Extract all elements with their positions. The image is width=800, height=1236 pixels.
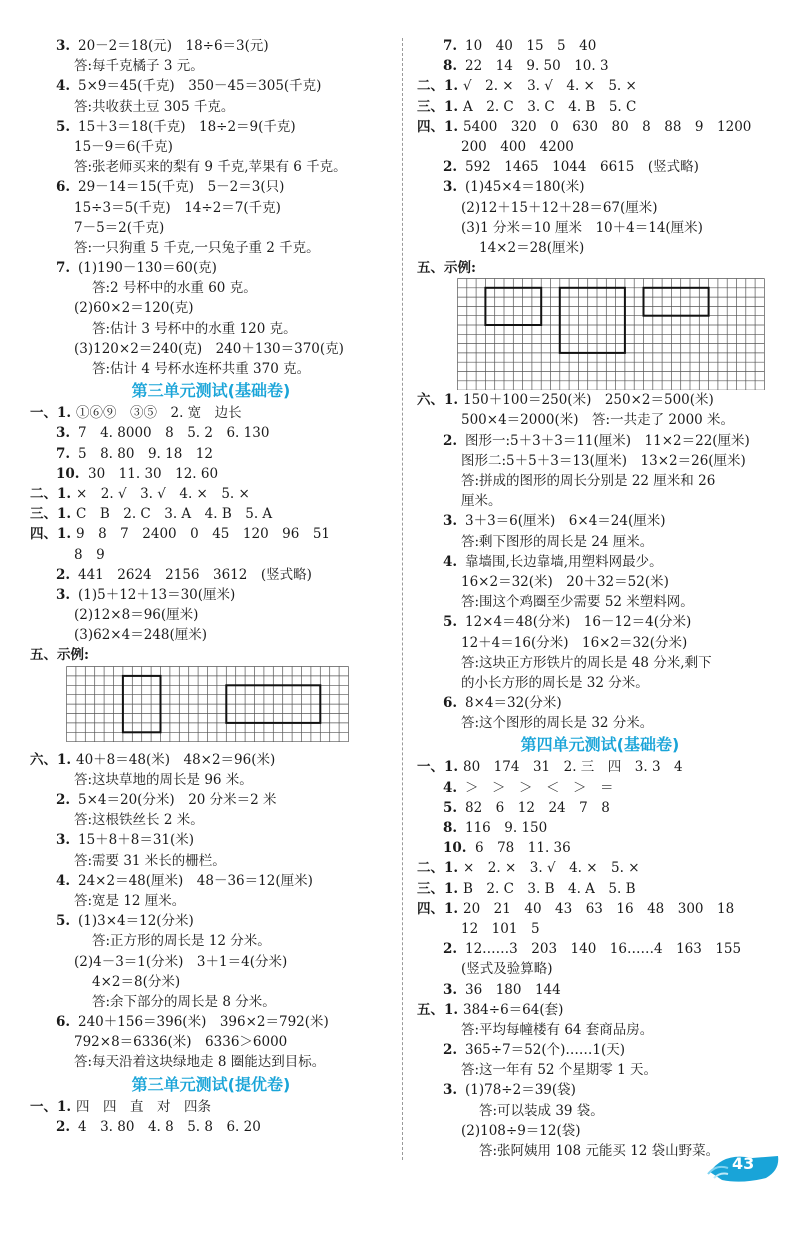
answer-line <box>30 1052 392 1072</box>
answer-text: 12 101 5 <box>461 920 540 937</box>
answer-text: (1)5＋12＋13＝30(厘米) <box>78 586 236 603</box>
answer-text: 答:这根铁丝长 2 米。 <box>74 812 204 829</box>
item-number: 7. <box>56 260 71 277</box>
answer-text: 116 9. 150 <box>465 820 548 836</box>
answer-line <box>30 423 392 443</box>
answer-line <box>30 298 392 318</box>
answer-line <box>30 625 392 645</box>
item-number: 六、1. <box>30 751 72 768</box>
answer-line <box>417 1020 783 1040</box>
answer-text: 15÷3＝5(千克) 14÷2＝7(千克) <box>74 199 281 216</box>
answer-line <box>30 770 392 790</box>
answer-line <box>417 673 783 693</box>
answer-line <box>30 952 392 972</box>
item-number: 3. <box>443 513 458 530</box>
answer-text: 9 8 7 2400 0 45 120 96 51 <box>76 526 331 543</box>
answer-line <box>417 612 783 632</box>
item-number: 6. <box>56 179 71 196</box>
answer-text: 4×2＝8(分米) <box>92 973 181 990</box>
answer-line <box>417 76 783 96</box>
answer-line <box>417 218 783 238</box>
item-number: 2. <box>56 792 71 808</box>
answer-text: 答:围这个鸡圈至少需要 52 米塑料网。 <box>461 594 694 611</box>
grid-figure-left <box>66 666 352 750</box>
answer-text: 80 174 31 2. 三 四 3. 3 4 <box>463 759 683 776</box>
answer-text: √ 2. × 3. √ 4. × 5. × <box>463 78 637 95</box>
item-number: 二、1. <box>417 78 459 95</box>
answer-line <box>417 919 783 939</box>
answer-line <box>417 633 783 653</box>
item-number: 5. <box>443 614 458 631</box>
left-unit3-advanced <box>30 1097 392 1137</box>
item-number: 2. <box>56 1118 71 1135</box>
item-number: 5. <box>56 913 71 930</box>
answer-line <box>30 319 392 339</box>
example-rectangle <box>560 288 625 353</box>
answer-line <box>30 56 392 76</box>
answer-line <box>417 198 783 218</box>
item-number: 一、1. <box>30 1098 72 1115</box>
section-title-unit4-basic: 第四单元测试(基础卷) <box>520 735 680 755</box>
answer-text: 3＋3＝6(厘米) 6×4＝24(厘米) <box>465 513 666 530</box>
answer-text: (1)190－130＝60(克) <box>78 260 217 277</box>
answer-text: 答:每千克橘子 3 元。 <box>74 58 204 75</box>
answer-text: 150＋100＝250(米) 250×2＝500(米) <box>463 392 714 409</box>
item-number: 2. <box>443 941 458 958</box>
answer-text: (1)78÷2＝39(袋) <box>465 1082 576 1099</box>
answer-line <box>417 1121 783 1141</box>
answer-text: 441 2624 2156 3612 (竖式略) <box>78 566 312 583</box>
answer-text: 592 1465 1044 6615 (竖式略) <box>465 159 699 176</box>
answer-text: 答:可以装成 39 袋。 <box>479 1102 604 1119</box>
item-number: 3. <box>443 1082 458 1099</box>
answer-text: 答:这块正方形铁片的周长是 48 分米,剩下 <box>461 654 712 671</box>
item-number: 2. <box>443 432 458 449</box>
answer-text: 36 180 144 <box>465 981 561 998</box>
answer-text: 答:这个图形的周长是 32 分米。 <box>461 715 654 732</box>
item-number: 三、1. <box>417 98 459 115</box>
item-number: 8. <box>443 58 458 75</box>
answer-text: 答:这一年有 52 个星期零 1 天。 <box>461 1062 657 1079</box>
item-number: 10. <box>443 840 467 857</box>
answer-line <box>30 157 392 177</box>
answer-line <box>417 177 783 197</box>
item-number: 二、1. <box>417 860 459 877</box>
grid-example-right <box>457 278 783 390</box>
answer-line <box>417 137 783 157</box>
answer-text: 792×8＝6336(米) 6336＞6000 <box>74 1034 288 1051</box>
answer-line <box>30 238 392 258</box>
item-number: 5. <box>443 799 458 816</box>
answer-line <box>30 504 392 524</box>
answer-line <box>417 97 783 117</box>
answer-line <box>30 218 392 238</box>
item-number: 三、1. <box>30 506 72 523</box>
right-after-grid <box>417 390 783 733</box>
answer-line <box>30 137 392 157</box>
answer-line <box>417 980 783 1000</box>
answer-line <box>30 851 392 871</box>
answer-line <box>417 818 783 838</box>
answer-line <box>417 653 783 673</box>
answer-line <box>30 891 392 911</box>
answer-line <box>30 1032 392 1052</box>
answer-text: (1)3×4＝12(分米) <box>78 913 194 930</box>
answer-line <box>30 810 392 830</box>
answer-line <box>417 899 783 919</box>
answer-line <box>30 524 392 544</box>
answer-text: 365÷7＝52(个)……1(天) <box>465 1042 626 1059</box>
item-number: 五、1. <box>417 1001 459 1018</box>
item-number: 二、1. <box>30 485 72 502</box>
answer-line <box>30 97 392 117</box>
answer-line <box>30 36 392 56</box>
answer-line <box>30 992 392 1012</box>
answer-line <box>417 879 783 899</box>
answer-line <box>30 871 392 891</box>
item-number: 3. <box>443 179 458 196</box>
item-number: 四、1. <box>30 526 72 543</box>
answer-text: 12……3 203 140 16……4 163 155 <box>465 941 742 958</box>
left-column <box>30 36 392 1137</box>
example-rectangle <box>644 288 709 316</box>
answer-line <box>30 464 392 484</box>
answer-text: 答:张老师买来的梨有 9 千克,苹果有 6 千克。 <box>74 159 347 176</box>
item-number: 四、1. <box>417 900 459 917</box>
item-number: 2. <box>443 159 458 176</box>
answer-text: 答:宽是 12 厘米。 <box>74 892 186 909</box>
left-pre-block <box>30 36 392 379</box>
item-number: 6. <box>56 1014 71 1031</box>
answer-text: (竖式及验算略) <box>461 961 553 978</box>
answer-line <box>30 76 392 96</box>
answer-line <box>417 572 783 592</box>
answer-text: 15＋3＝18(千克) 18÷2＝9(千克) <box>78 118 296 135</box>
answer-line <box>417 410 783 430</box>
answer-line <box>417 798 783 818</box>
answer-text: ＞ ＞ ＞ ＜ ＞ ＝ <box>465 779 614 796</box>
answer-line <box>417 713 783 733</box>
answer-line <box>30 911 392 931</box>
answer-line <box>30 545 392 565</box>
answer-text: × 2. √ 3. √ 4. × 5. × <box>76 485 250 502</box>
answer-text: × 2. × 3. √ 4. × 5. × <box>463 860 640 877</box>
answer-text: 8 9 <box>74 546 105 563</box>
answer-text: 384÷6＝64(套) <box>463 1001 564 1018</box>
answer-line <box>417 592 783 612</box>
right-pre-block <box>417 36 783 278</box>
item-number: 四、1. <box>417 118 459 135</box>
section-title-unit3-basic: 第三单元测试(基础卷) <box>131 381 291 401</box>
page-number: 43 <box>732 1154 755 1173</box>
answer-text: 7－5＝2(千克) <box>74 219 165 236</box>
answer-line <box>417 431 783 451</box>
answer-line <box>417 959 783 979</box>
item-number: 4. <box>443 779 458 796</box>
answer-text: 20 21 40 43 63 16 48 300 18 <box>463 900 735 917</box>
answer-text: 20－2＝18(元) 18÷6＝3(元) <box>78 38 269 54</box>
answer-line <box>417 1101 783 1121</box>
answer-text: 答:一只狗重 5 千克,一只兔子重 2 千克。 <box>74 239 320 256</box>
answer-text: 答:余下部分的周长是 8 分米。 <box>92 993 276 1010</box>
answer-line <box>417 532 783 552</box>
answer-line <box>417 56 783 76</box>
answer-text: 14×2＝28(厘米) <box>479 239 585 256</box>
answer-line <box>30 177 392 197</box>
answer-text: 图形一:5＋3＋3＝11(厘米) 11×2＝22(厘米) <box>465 432 750 449</box>
answer-text: 5 8. 80 9. 18 12 <box>78 445 213 462</box>
answer-line <box>30 645 392 665</box>
item-number: 三、1. <box>417 880 459 897</box>
answer-text: 答:这块草地的周长是 96 米。 <box>74 771 253 788</box>
item-number: 五、示例: <box>417 260 476 277</box>
answer-line <box>417 778 783 798</box>
answer-text: 答:张阿姨用 108 元能买 12 袋山野菜。 <box>479 1143 720 1159</box>
answer-text: (2)108÷9＝12(袋) <box>461 1122 581 1139</box>
answer-text: 240＋156＝396(米) 396×2＝792(米) <box>78 1014 329 1031</box>
answer-text: 12×4＝48(分米) 16－12＝4(分米) <box>465 614 692 631</box>
answer-text: 200 400 4200 <box>461 138 574 155</box>
answer-line <box>30 830 392 850</box>
answer-text: 答:正方形的周长是 12 分米。 <box>92 933 271 950</box>
answer-line <box>417 1000 783 1020</box>
answer-text: (2)12＋15＋12＋28＝67(厘米) <box>461 199 658 216</box>
answer-text: 答:拼成的图形的周长分别是 22 厘米和 26 <box>461 473 716 489</box>
answer-line <box>417 451 783 471</box>
answer-line <box>417 858 783 878</box>
answer-line <box>417 511 783 531</box>
answer-text: 答:剩下图形的周长是 24 厘米。 <box>461 533 654 550</box>
answer-text: 15－9＝6(千克) <box>74 138 173 155</box>
right-unit4-basic <box>417 757 783 1161</box>
answer-line <box>30 790 392 810</box>
item-number: 4. <box>56 78 71 95</box>
answer-line <box>30 605 392 625</box>
answer-line <box>30 1012 392 1032</box>
answer-line <box>30 403 392 423</box>
answer-text: 82 6 12 24 7 8 <box>465 799 610 816</box>
answer-text: (2)12×8＝96(厘米) <box>74 607 199 624</box>
item-number: 4. <box>443 553 458 570</box>
item-number: 3. <box>56 832 71 849</box>
answer-line <box>417 258 783 278</box>
item-number: 5. <box>56 118 71 135</box>
answer-text: 40＋8＝48(米) 48×2＝96(米) <box>76 751 276 768</box>
answer-text: 的小长方形的周长是 32 分米。 <box>461 674 649 691</box>
answer-text: 答:估计 4 号杯水连杯共重 370 克。 <box>92 361 311 377</box>
answer-text: 5×4＝20(分米) 20 分米＝2 米 <box>78 792 277 808</box>
answer-text: (3)62×4＝248(厘米) <box>74 627 208 644</box>
answer-text: 答:每天沿着这块绿地走 8 圈能达到目标。 <box>74 1054 326 1071</box>
answer-line <box>30 117 392 137</box>
answer-text: 4 3. 80 4. 8 5. 8 6. 20 <box>78 1118 261 1135</box>
item-number: 8. <box>443 820 458 836</box>
column-divider <box>402 38 403 1160</box>
answer-line <box>30 359 392 379</box>
answer-text: 7 4. 8000 8 5. 2 6. 130 <box>78 425 270 442</box>
item-number: 4. <box>56 872 71 889</box>
item-number: 3. <box>56 38 71 54</box>
item-number: 五、示例: <box>30 647 89 664</box>
answer-line <box>30 972 392 992</box>
item-number: 2. <box>56 566 71 583</box>
answer-line <box>30 198 392 218</box>
answer-line <box>417 693 783 713</box>
answer-text: B 2. C 3. B 4. A 5. B <box>463 880 636 897</box>
answer-line <box>30 444 392 464</box>
answer-text: (3)120×2＝240(克) 240＋130＝370(克) <box>74 340 344 357</box>
answer-text: 15＋8＋8＝31(米) <box>78 832 195 849</box>
answer-line <box>30 1117 392 1137</box>
item-number: 7. <box>56 445 71 462</box>
answer-text: 30 11. 30 12. 60 <box>88 465 219 482</box>
answer-line <box>417 157 783 177</box>
answer-text: (1)45×4＝180(米) <box>465 179 585 196</box>
answer-text: 5×9＝45(千克) 350－45＝305(千克) <box>78 78 322 95</box>
answer-line <box>30 278 392 298</box>
answer-line <box>30 931 392 951</box>
answer-text: A 2. C 3. C 4. B 5. C <box>463 98 637 115</box>
answer-text: ①⑥⑨ ③⑤ 2. 宽 边长 <box>76 405 242 422</box>
answer-line <box>417 491 783 511</box>
answer-text: 24×2＝48(厘米) 48－36＝12(厘米) <box>78 872 313 889</box>
item-number: 一、1. <box>417 759 459 776</box>
answer-line <box>30 750 392 770</box>
answer-text: 500×4＝2000(米) 答:一共走了 2000 米。 <box>461 412 735 429</box>
answer-line <box>30 258 392 278</box>
answer-line <box>417 1060 783 1080</box>
answer-text: 图形二:5＋5＋3＝13(厘米) 13×2＝26(厘米) <box>461 452 746 469</box>
item-number: 2. <box>443 1042 458 1059</box>
item-number: 7. <box>443 38 458 54</box>
answer-text: 答:平均每幢楼有 64 套商品房。 <box>461 1021 654 1038</box>
answer-line <box>417 238 783 258</box>
section-title-unit3-advanced: 第三单元测试(提优卷) <box>131 1074 291 1094</box>
answer-line <box>417 1040 783 1060</box>
answer-line <box>417 757 783 777</box>
item-number: 10. <box>56 465 80 482</box>
answer-text: 16×2＝32(米) 20＋32＝52(米) <box>461 573 669 590</box>
answer-line <box>417 939 783 959</box>
answer-text: 答:需要 31 米长的栅栏。 <box>74 852 226 869</box>
answer-line <box>30 484 392 504</box>
answer-text: 6 78 11. 36 <box>475 840 571 857</box>
answer-text: (2)4－3＝1(分米) 3＋1＝4(分米) <box>74 953 288 970</box>
answer-line <box>30 339 392 359</box>
answer-text: C B 2. C 3. A 4. B 5. A <box>76 506 273 523</box>
answer-text: 四 四 直 对 四条 <box>76 1098 211 1115</box>
answer-line <box>417 390 783 410</box>
answer-text: 厘米。 <box>461 493 502 510</box>
right-column <box>417 36 783 1161</box>
grid-figure-right <box>457 278 769 390</box>
answer-line <box>417 36 783 56</box>
item-number: 六、1. <box>417 392 459 409</box>
answer-text: 靠墙围,长边靠墙,用塑料网最少。 <box>465 553 663 570</box>
left-unit3-basic-part1 <box>30 403 392 665</box>
grid-example-left <box>66 666 392 750</box>
item-number: 3. <box>56 425 71 442</box>
answer-line <box>417 552 783 572</box>
left-unit3-basic-part2 <box>30 750 392 1073</box>
answer-text: 12＋4＝16(分米) 16×2＝32(分米) <box>461 634 688 651</box>
answer-text: 22 14 9. 50 10. 3 <box>465 58 609 75</box>
item-number: 一、1. <box>30 405 72 422</box>
answer-line <box>417 838 783 858</box>
answer-text: 5400 320 0 630 80 8 88 9 1200 <box>463 118 752 135</box>
answer-line <box>417 1080 783 1100</box>
answer-text: 29－14＝15(千克) 5－2＝3(只) <box>78 179 285 196</box>
answer-text: 答:共收获土豆 305 千克。 <box>74 98 235 115</box>
answer-line <box>30 585 392 605</box>
answer-text: 8×4＝32(分米) <box>465 695 562 712</box>
answer-line <box>30 1097 392 1117</box>
answer-line <box>417 471 783 491</box>
item-number: 6. <box>443 695 458 712</box>
answer-text: 答:估计 3 号杯中的水重 120 克。 <box>92 320 297 337</box>
answer-text: (2)60×2＝120(克) <box>74 300 194 317</box>
item-number: 3. <box>443 981 458 998</box>
answer-text: 答:2 号杯中的水重 60 克。 <box>92 280 257 297</box>
answer-line <box>417 117 783 137</box>
answer-text: (3)1 分米＝10 厘米 10＋4＝14(厘米) <box>461 219 703 236</box>
answer-line <box>30 565 392 585</box>
item-number: 3. <box>56 586 71 603</box>
answer-text: 10 40 15 5 40 <box>465 38 597 54</box>
